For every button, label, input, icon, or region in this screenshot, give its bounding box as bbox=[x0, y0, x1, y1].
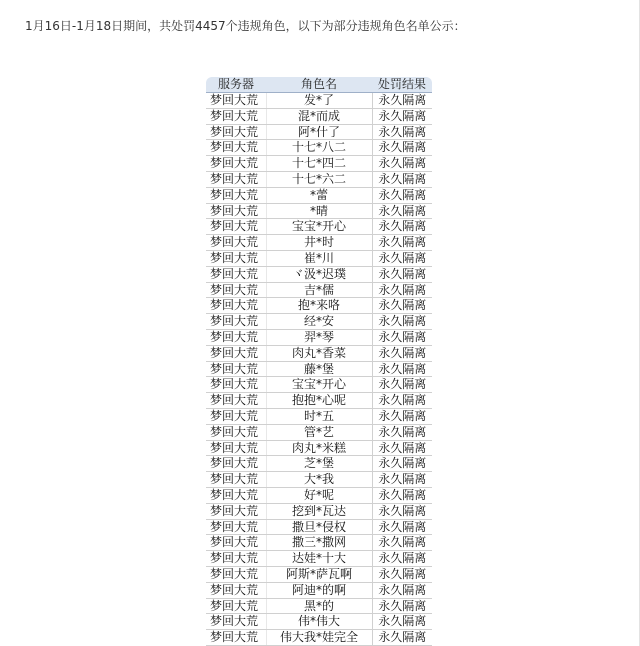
cell-server: 梦回大荒 bbox=[206, 124, 266, 140]
table-row bbox=[206, 456, 432, 472]
cell-server: 梦回大荒 bbox=[206, 187, 266, 203]
cell-penalty: 永久隔离 bbox=[372, 598, 432, 614]
cell-server: 梦回大荒 bbox=[206, 203, 266, 219]
cell-server: 梦回大荒 bbox=[206, 393, 266, 409]
cell-server: 梦回大荒 bbox=[206, 630, 266, 646]
table-row bbox=[206, 566, 432, 582]
header-role-name: 角色名 bbox=[266, 77, 372, 93]
table-row bbox=[206, 535, 432, 551]
cell-penalty: 永久隔离 bbox=[372, 614, 432, 630]
cell-server: 梦回大荒 bbox=[206, 456, 266, 472]
violation-table-container bbox=[206, 77, 432, 646]
cell-role-name: 宝宝*开心 bbox=[266, 377, 372, 393]
cell-server: 梦回大荒 bbox=[206, 140, 266, 156]
table-row bbox=[206, 393, 432, 409]
cell-penalty: 永久隔离 bbox=[372, 440, 432, 456]
cell-role-name: 羿*琴 bbox=[266, 329, 372, 345]
cell-role-name: *蕾 bbox=[266, 187, 372, 203]
violation-table bbox=[206, 77, 432, 646]
cell-server: 梦回大荒 bbox=[206, 408, 266, 424]
table-row bbox=[206, 156, 432, 172]
cell-role-name: 肉丸*香菜 bbox=[266, 345, 372, 361]
cell-role-name: 撒旦*侵权 bbox=[266, 519, 372, 535]
notice-text: 1月16日-1月18日期间，共处罚4457个违规角色，以下为部分违规角色名单公示： bbox=[25, 19, 466, 33]
cell-server: 梦回大荒 bbox=[206, 282, 266, 298]
cell-role-name: 达娃*十大 bbox=[266, 551, 372, 567]
cell-penalty: 永久隔离 bbox=[372, 93, 432, 109]
cell-penalty: 永久隔离 bbox=[372, 456, 432, 472]
table-row bbox=[206, 487, 432, 503]
table-row bbox=[206, 630, 432, 646]
table-row bbox=[206, 250, 432, 266]
cell-role-name: 伟*伟大 bbox=[266, 614, 372, 630]
cell-server: 梦回大荒 bbox=[206, 250, 266, 266]
cell-penalty: 永久隔离 bbox=[372, 329, 432, 345]
table-row bbox=[206, 266, 432, 282]
cell-penalty: 永久隔离 bbox=[372, 156, 432, 172]
cell-penalty: 永久隔离 bbox=[372, 566, 432, 582]
cell-role-name: 发*了 bbox=[266, 93, 372, 109]
table-row bbox=[206, 424, 432, 440]
cell-role-name: 十七*八二 bbox=[266, 140, 372, 156]
cell-server: 梦回大荒 bbox=[206, 266, 266, 282]
cell-role-name: 黑*的 bbox=[266, 598, 372, 614]
cell-server: 梦回大荒 bbox=[206, 440, 266, 456]
cell-server: 梦回大荒 bbox=[206, 424, 266, 440]
cell-penalty: 永久隔离 bbox=[372, 630, 432, 646]
cell-penalty: 永久隔离 bbox=[372, 582, 432, 598]
table-row bbox=[206, 187, 432, 203]
cell-role-name: 芝*堡 bbox=[266, 456, 372, 472]
cell-penalty: 永久隔离 bbox=[372, 535, 432, 551]
cell-role-name: 阿迪*的啊 bbox=[266, 582, 372, 598]
cell-role-name: 阿*什了 bbox=[266, 124, 372, 140]
cell-server: 梦回大荒 bbox=[206, 598, 266, 614]
cell-penalty: 永久隔离 bbox=[372, 393, 432, 409]
header-penalty: 处罚结果 bbox=[372, 77, 432, 93]
cell-penalty: 永久隔离 bbox=[372, 551, 432, 567]
table-row bbox=[206, 582, 432, 598]
cell-role-name: 肉丸*米糕 bbox=[266, 440, 372, 456]
cell-penalty: 永久隔离 bbox=[372, 472, 432, 488]
cell-server: 梦回大荒 bbox=[206, 219, 266, 235]
cell-server: 梦回大荒 bbox=[206, 329, 266, 345]
cell-server: 梦回大荒 bbox=[206, 377, 266, 393]
cell-role-name: 吉*儒 bbox=[266, 282, 372, 298]
table-row bbox=[206, 503, 432, 519]
cell-server: 梦回大荒 bbox=[206, 614, 266, 630]
table-row bbox=[206, 93, 432, 109]
cell-penalty: 永久隔离 bbox=[372, 519, 432, 535]
table-row bbox=[206, 108, 432, 124]
cell-server: 梦回大荒 bbox=[206, 566, 266, 582]
table-header-row bbox=[206, 77, 432, 93]
cell-role-name: 伟大我*娃完全 bbox=[266, 630, 372, 646]
table-row bbox=[206, 171, 432, 187]
table-row bbox=[206, 124, 432, 140]
cell-penalty: 永久隔离 bbox=[372, 503, 432, 519]
cell-server: 梦回大荒 bbox=[206, 108, 266, 124]
cell-role-name: 时*五 bbox=[266, 408, 372, 424]
cell-role-name: 藤*堡 bbox=[266, 361, 372, 377]
cell-server: 梦回大荒 bbox=[206, 171, 266, 187]
cell-penalty: 永久隔离 bbox=[372, 314, 432, 330]
table-row bbox=[206, 408, 432, 424]
table-row bbox=[206, 345, 432, 361]
cell-role-name: 崔*川 bbox=[266, 250, 372, 266]
table-row bbox=[206, 140, 432, 156]
table-row bbox=[206, 440, 432, 456]
table-row bbox=[206, 472, 432, 488]
cell-penalty: 永久隔离 bbox=[372, 487, 432, 503]
table-row bbox=[206, 361, 432, 377]
table-row bbox=[206, 314, 432, 330]
cell-penalty: 永久隔离 bbox=[372, 345, 432, 361]
cell-role-name: 十七*四二 bbox=[266, 156, 372, 172]
cell-penalty: 永久隔离 bbox=[372, 140, 432, 156]
cell-penalty: 永久隔离 bbox=[372, 235, 432, 251]
cell-role-name: 抱*来咯 bbox=[266, 298, 372, 314]
cell-server: 梦回大荒 bbox=[206, 487, 266, 503]
cell-role-name: 大*我 bbox=[266, 472, 372, 488]
table-row bbox=[206, 282, 432, 298]
cell-server: 梦回大荒 bbox=[206, 472, 266, 488]
cell-role-name: 撒三*撒网 bbox=[266, 535, 372, 551]
cell-penalty: 永久隔离 bbox=[372, 298, 432, 314]
cell-penalty: 永久隔离 bbox=[372, 171, 432, 187]
cell-role-name: 十七*六二 bbox=[266, 171, 372, 187]
cell-server: 梦回大荒 bbox=[206, 582, 266, 598]
cell-role-name: 宝宝*开心 bbox=[266, 219, 372, 235]
cell-server: 梦回大荒 bbox=[206, 361, 266, 377]
cell-penalty: 永久隔离 bbox=[372, 361, 432, 377]
table-row bbox=[206, 519, 432, 535]
cell-server: 梦回大荒 bbox=[206, 503, 266, 519]
cell-server: 梦回大荒 bbox=[206, 93, 266, 109]
table-row bbox=[206, 219, 432, 235]
header-server: 服务器 bbox=[206, 77, 266, 93]
table-header bbox=[206, 77, 432, 93]
table-body bbox=[206, 93, 432, 646]
cell-server: 梦回大荒 bbox=[206, 156, 266, 172]
cell-role-name: 挖到*瓦达 bbox=[266, 503, 372, 519]
cell-role-name: 混*而成 bbox=[266, 108, 372, 124]
cell-penalty: 永久隔离 bbox=[372, 424, 432, 440]
table-row bbox=[206, 598, 432, 614]
table-row bbox=[206, 329, 432, 345]
cell-role-name: 井*时 bbox=[266, 235, 372, 251]
table-row bbox=[206, 203, 432, 219]
table-row bbox=[206, 235, 432, 251]
cell-server: 梦回大荒 bbox=[206, 519, 266, 535]
cell-role-name: 抱抱*心呢 bbox=[266, 393, 372, 409]
cell-server: 梦回大荒 bbox=[206, 298, 266, 314]
cell-penalty: 永久隔离 bbox=[372, 377, 432, 393]
cell-server: 梦回大荒 bbox=[206, 235, 266, 251]
cell-penalty: 永久隔离 bbox=[372, 124, 432, 140]
cell-role-name: 好*呢 bbox=[266, 487, 372, 503]
cell-penalty: 永久隔离 bbox=[372, 108, 432, 124]
cell-role-name: 阿斯*萨瓦啊 bbox=[266, 566, 372, 582]
cell-penalty: 永久隔离 bbox=[372, 266, 432, 282]
cell-penalty: 永久隔离 bbox=[372, 219, 432, 235]
cell-server: 梦回大荒 bbox=[206, 535, 266, 551]
table-row bbox=[206, 551, 432, 567]
cell-penalty: 永久隔离 bbox=[372, 282, 432, 298]
cell-penalty: 永久隔离 bbox=[372, 250, 432, 266]
cell-server: 梦回大荒 bbox=[206, 345, 266, 361]
table-row bbox=[206, 614, 432, 630]
cell-penalty: 永久隔离 bbox=[372, 408, 432, 424]
table-row bbox=[206, 298, 432, 314]
cell-penalty: 永久隔离 bbox=[372, 203, 432, 219]
cell-role-name: *晴 bbox=[266, 203, 372, 219]
cell-role-name: 经*安 bbox=[266, 314, 372, 330]
table-row bbox=[206, 377, 432, 393]
cell-role-name: ヾ汲*迟璞 bbox=[266, 266, 372, 282]
cell-server: 梦回大荒 bbox=[206, 551, 266, 567]
cell-server: 梦回大荒 bbox=[206, 314, 266, 330]
cell-role-name: 管*艺 bbox=[266, 424, 372, 440]
cell-penalty: 永久隔离 bbox=[372, 187, 432, 203]
